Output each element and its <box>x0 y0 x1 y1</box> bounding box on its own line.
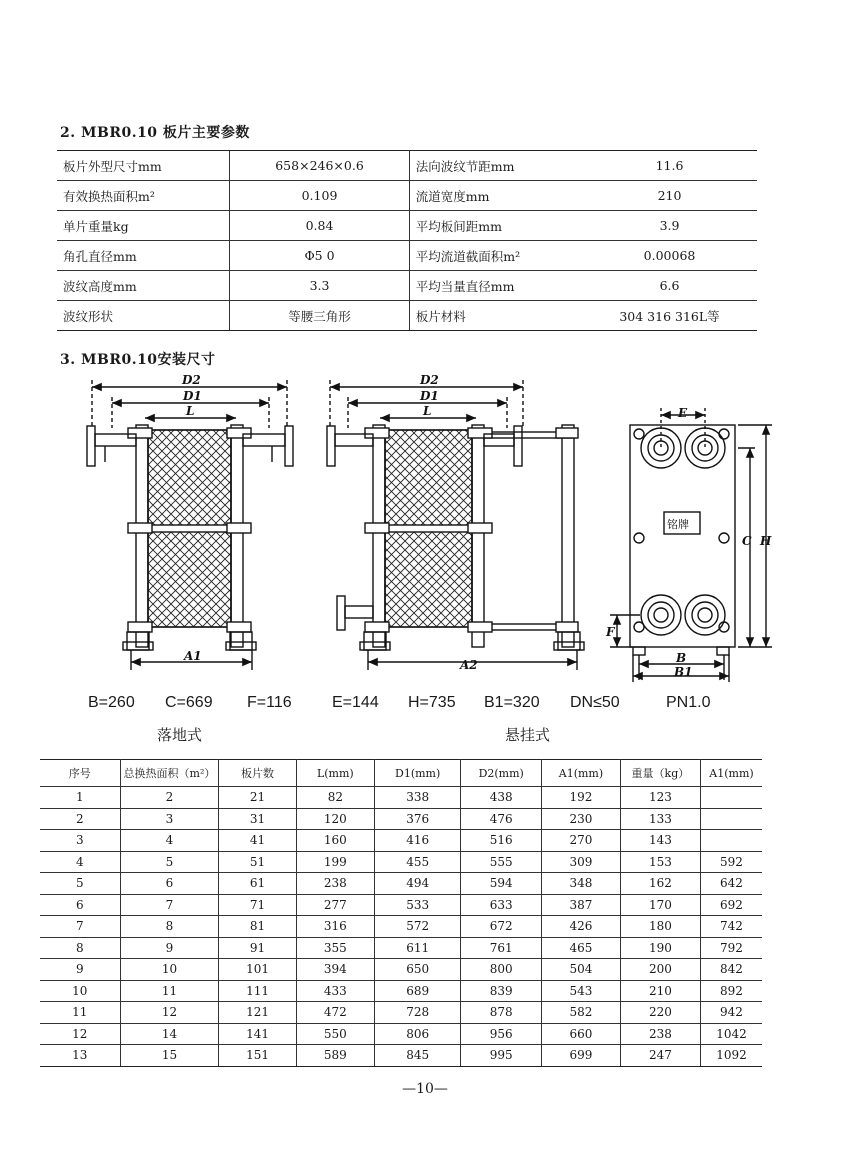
table-cell: 476 <box>461 808 542 830</box>
table-cell <box>700 787 762 809</box>
table-cell: 153 <box>620 851 700 873</box>
table-cell: 21 <box>219 787 296 809</box>
table-cell: 238 <box>296 873 374 895</box>
param-label: 有效换热面积m² <box>57 181 230 211</box>
column-header: L(mm) <box>296 760 374 787</box>
label-c: C <box>742 534 752 548</box>
column-header: 序号 <box>40 760 120 787</box>
param-row <box>57 181 757 211</box>
column-header: 重量（kg） <box>620 760 700 787</box>
param-row <box>57 271 757 301</box>
table-row <box>40 787 762 809</box>
column-header: D2(mm) <box>461 760 542 787</box>
table-cell: 611 <box>374 937 460 959</box>
param-value: 等腰三角形 <box>230 301 410 331</box>
label-l-hanging: L <box>423 404 432 418</box>
table-cell: 572 <box>374 916 460 938</box>
table-cell: 11 <box>120 980 219 1002</box>
table-cell: 792 <box>700 937 762 959</box>
param-value: 0.00068 <box>582 241 757 271</box>
table-cell: 2 <box>40 808 120 830</box>
param-row <box>57 241 757 271</box>
section-3-title: 3. MBR0.10安装尺寸 <box>60 352 216 368</box>
table-cell: 7 <box>40 916 120 938</box>
table-cell: 455 <box>374 851 460 873</box>
table-cell: 839 <box>461 980 542 1002</box>
table-cell: 338 <box>374 787 460 809</box>
param-label: 板片材料 <box>409 301 582 331</box>
param-value: 210 <box>582 181 757 211</box>
table-cell: 111 <box>219 980 296 1002</box>
param-value: 0.109 <box>230 181 410 211</box>
table-cell: 277 <box>296 894 374 916</box>
table-cell: 10 <box>120 959 219 981</box>
dim-c: C=669 <box>165 694 213 711</box>
table-row <box>40 873 762 895</box>
table-cell: 995 <box>461 1045 542 1067</box>
table-cell: 247 <box>620 1045 700 1067</box>
table-cell <box>700 830 762 852</box>
table-cell: 190 <box>620 937 700 959</box>
table-cell: 387 <box>542 894 621 916</box>
table-cell: 742 <box>700 916 762 938</box>
table-cell: 13 <box>40 1045 120 1067</box>
param-label: 板片外型尺寸mm <box>57 151 230 181</box>
table-cell: 238 <box>620 1023 700 1045</box>
table-cell: 1042 <box>700 1023 762 1045</box>
table-cell: 3 <box>120 808 219 830</box>
dim-f: F=116 <box>247 694 292 711</box>
label-d1: D1 <box>183 389 202 403</box>
label-d2: D2 <box>182 373 201 387</box>
table-cell: 592 <box>700 851 762 873</box>
table-cell: 82 <box>296 787 374 809</box>
table-cell: 71 <box>219 894 296 916</box>
param-label: 平均流道截面积m² <box>409 241 582 271</box>
table-cell: 472 <box>296 1002 374 1024</box>
section-2-title: 2. MBR0.10 板片主要参数 <box>60 125 250 141</box>
model-spec-table <box>40 759 762 1067</box>
floor-type-drawing <box>87 380 293 670</box>
table-cell <box>700 808 762 830</box>
table-cell: 672 <box>461 916 542 938</box>
dim-pn: PN1.0 <box>666 694 711 711</box>
table-cell: 660 <box>542 1023 621 1045</box>
label-b: B <box>676 651 687 665</box>
param-value: Φ5 0 <box>230 241 410 271</box>
param-label: 单片重量kg <box>57 211 230 241</box>
column-header: D1(mm) <box>374 760 460 787</box>
table-row <box>40 959 762 981</box>
table-cell: 942 <box>700 1002 762 1024</box>
table-cell: 8 <box>40 937 120 959</box>
table-row <box>40 916 762 938</box>
param-value: 304 316 316L等 <box>582 301 757 331</box>
table-cell: 200 <box>620 959 700 981</box>
table-cell: 160 <box>296 830 374 852</box>
table-cell: 9 <box>40 959 120 981</box>
table-cell: 728 <box>374 1002 460 1024</box>
table-cell: 692 <box>700 894 762 916</box>
table-cell: 141 <box>219 1023 296 1045</box>
label-a2: A2 <box>460 658 478 672</box>
table-cell: 5 <box>40 873 120 895</box>
column-header: 总换热面积（m²） <box>120 760 219 787</box>
caption-hanging-type: 悬挂式 <box>505 726 551 744</box>
table-cell: 426 <box>542 916 621 938</box>
table-cell: 10 <box>40 980 120 1002</box>
table-cell: 3 <box>40 830 120 852</box>
table-cell: 230 <box>542 808 621 830</box>
table-cell: 892 <box>700 980 762 1002</box>
param-value: 3.9 <box>582 211 757 241</box>
table-cell: 550 <box>296 1023 374 1045</box>
table-cell: 4 <box>40 851 120 873</box>
table-cell: 199 <box>296 851 374 873</box>
table-cell: 316 <box>296 916 374 938</box>
table-cell: 348 <box>542 873 621 895</box>
param-label: 角孔直径mm <box>57 241 230 271</box>
table-cell: 650 <box>374 959 460 981</box>
table-row <box>40 808 762 830</box>
table-cell: 5 <box>120 851 219 873</box>
label-l: L <box>186 404 195 418</box>
table-cell: 6 <box>120 873 219 895</box>
table-cell: 533 <box>374 894 460 916</box>
label-a1: A1 <box>184 649 202 663</box>
table-cell: 699 <box>542 1045 621 1067</box>
table-row <box>40 1002 762 1024</box>
table-cell: 633 <box>461 894 542 916</box>
table-cell: 582 <box>542 1002 621 1024</box>
table-row <box>40 851 762 873</box>
param-value: 6.6 <box>582 271 757 301</box>
table-cell: 416 <box>374 830 460 852</box>
table-cell: 12 <box>40 1023 120 1045</box>
table-cell: 170 <box>620 894 700 916</box>
param-label: 波纹高度mm <box>57 271 230 301</box>
table-cell: 465 <box>542 937 621 959</box>
table-cell: 31 <box>219 808 296 830</box>
table-cell: 101 <box>219 959 296 981</box>
caption-floor-type: 落地式 <box>157 726 203 744</box>
plate-params-table <box>57 150 757 331</box>
table-cell: 842 <box>700 959 762 981</box>
table-cell: 61 <box>219 873 296 895</box>
table-cell: 143 <box>620 830 700 852</box>
table-cell: 956 <box>461 1023 542 1045</box>
table-cell: 14 <box>120 1023 219 1045</box>
table-cell: 309 <box>542 851 621 873</box>
table-cell: 180 <box>620 916 700 938</box>
table-row <box>40 937 762 959</box>
table-cell: 210 <box>620 980 700 1002</box>
label-f: F <box>606 625 615 639</box>
table-cell: 220 <box>620 1002 700 1024</box>
param-value: 658×246×0.6 <box>230 151 410 181</box>
table-cell: 800 <box>461 959 542 981</box>
param-row <box>57 211 757 241</box>
page-number: —10— <box>402 1081 448 1097</box>
table-row <box>40 980 762 1002</box>
table-cell: 123 <box>620 787 700 809</box>
param-label: 流道宽度mm <box>409 181 582 211</box>
table-row <box>40 1023 762 1045</box>
table-cell: 555 <box>461 851 542 873</box>
table-cell: 806 <box>374 1023 460 1045</box>
dim-b1: B1=320 <box>484 694 540 711</box>
installation-drawings <box>0 370 850 685</box>
table-cell: 878 <box>461 1002 542 1024</box>
table-cell: 2 <box>120 787 219 809</box>
label-b1: B1 <box>674 665 693 679</box>
table-cell: 81 <box>219 916 296 938</box>
table-cell: 192 <box>542 787 621 809</box>
param-row <box>57 301 757 331</box>
table-cell: 51 <box>219 851 296 873</box>
table-cell: 355 <box>296 937 374 959</box>
table-cell: 120 <box>296 808 374 830</box>
table-cell: 845 <box>374 1045 460 1067</box>
table-cell: 689 <box>374 980 460 1002</box>
param-label: 平均当量直径mm <box>409 271 582 301</box>
label-e: E <box>678 406 688 420</box>
column-header: 板片数 <box>219 760 296 787</box>
param-label: 平均板间距mm <box>409 211 582 241</box>
table-cell: 7 <box>120 894 219 916</box>
dim-h: H=735 <box>408 694 456 711</box>
table-cell: 394 <box>296 959 374 981</box>
table-cell: 642 <box>700 873 762 895</box>
nameplate-label: 铭牌 <box>667 518 689 531</box>
table-cell: 15 <box>120 1045 219 1067</box>
table-cell: 121 <box>219 1002 296 1024</box>
table-row <box>40 830 762 852</box>
table-cell: 433 <box>296 980 374 1002</box>
dim-b: B=260 <box>88 694 135 711</box>
column-header: A1(mm) <box>542 760 621 787</box>
table-row <box>40 1045 762 1067</box>
dim-dn: DN≤50 <box>570 694 620 711</box>
param-row <box>57 151 757 181</box>
column-header: A1(mm) <box>700 760 762 787</box>
table-cell: 8 <box>120 916 219 938</box>
table-cell: 438 <box>461 787 542 809</box>
param-label: 波纹形状 <box>57 301 230 331</box>
table-cell: 6 <box>40 894 120 916</box>
table-cell: 270 <box>542 830 621 852</box>
table-cell: 11 <box>40 1002 120 1024</box>
table-cell: 12 <box>120 1002 219 1024</box>
table-cell: 543 <box>542 980 621 1002</box>
table-cell: 589 <box>296 1045 374 1067</box>
param-value: 0.84 <box>230 211 410 241</box>
table-cell: 91 <box>219 937 296 959</box>
param-label: 法向波纹节距mm <box>409 151 582 181</box>
table-cell: 151 <box>219 1045 296 1067</box>
table-row <box>40 894 762 916</box>
param-value: 11.6 <box>582 151 757 181</box>
table-cell: 1092 <box>700 1045 762 1067</box>
hanging-type-drawing <box>327 380 584 670</box>
table-cell: 9 <box>120 937 219 959</box>
table-cell: 4 <box>120 830 219 852</box>
table-cell: 594 <box>461 873 542 895</box>
param-value: 3.3 <box>230 271 410 301</box>
table-cell: 504 <box>542 959 621 981</box>
label-d1-hanging: D1 <box>420 389 439 403</box>
table-cell: 494 <box>374 873 460 895</box>
label-d2-hanging: D2 <box>420 373 439 387</box>
table-cell: 41 <box>219 830 296 852</box>
dim-e: E=144 <box>332 694 379 711</box>
table-cell: 761 <box>461 937 542 959</box>
table-cell: 162 <box>620 873 700 895</box>
table-cell: 133 <box>620 808 700 830</box>
dimension-values <box>0 694 850 714</box>
table-cell: 1 <box>40 787 120 809</box>
table-cell: 376 <box>374 808 460 830</box>
label-h: H <box>760 534 772 548</box>
table-cell: 516 <box>461 830 542 852</box>
